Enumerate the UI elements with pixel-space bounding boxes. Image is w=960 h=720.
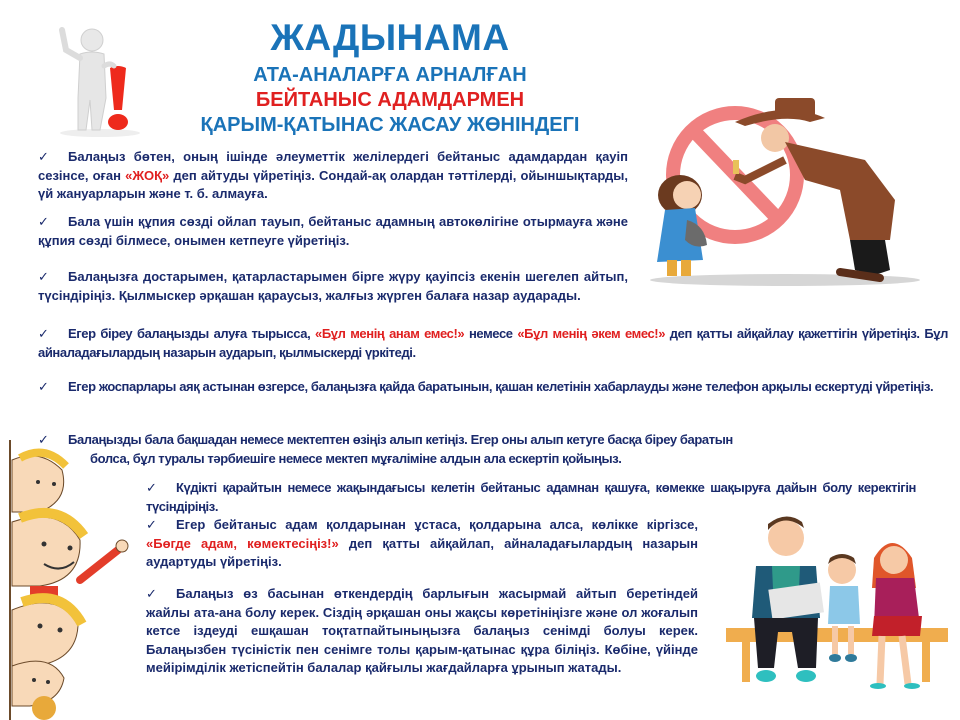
check-icon: ✓ [38,432,49,447]
tip-item-8: ✓ Егер бейтаныс адам қолдарынан ұстаса, қолдарына алса, көлікке кіргізсе, «Бөгде адам, көмектесіңіз!» деп қатты айқайлап, айналадағылардың назарын аудартуды үйретіңіз. [146,517,698,569]
tip-item-5: ✓ Егер жоспарлары аяқ астынан өзгерсе, балаңызға қайда баратынын, қашан келетінін хабарлауды және телефон арқылы ескертуді үйретіңіз. [38,378,948,397]
not-my-mother-highlight: «Бұл менің анам емес!» [315,326,465,341]
stranger-danger-illustration [635,90,935,290]
check-icon: ✓ [38,269,49,284]
tip-item-2: ✓ Бала үшін құпия сөзді ойлап тауып, бейтаныс адамның автокөлігіне отырмауға және құпия сөзді білмесе, онымен кетпеуге үйретіңіз. [38,214,628,248]
check-icon: ✓ [146,480,157,495]
page-title: ЖАДЫНАМА [270,17,510,58]
subtitle-for-parents: АТА-АНАЛАРҒА АРНАЛҒАН [253,64,527,86]
family-on-bench-illustration [712,508,952,698]
stranger-help-highlight: «Бөгде адам, көмектесіңіз!» [146,535,339,551]
subtitle-communication: ҚАРЫМ-ҚАТЫНАС ЖАСАУ ЖӨНІНДЕГІ [200,114,580,136]
person-exclamation-icon [30,18,170,138]
tip-item-3: ✓ Балаңызға достарымен, қатарластарымен бірге жүру қауіпсіз екенін шегелеп айтып, түсіндіріңіз. Қылмыскер әрқашан қараусыз, жалғыз жүрген балаға назар аударады. [38,269,628,303]
check-icon: ✓ [38,214,49,229]
check-icon: ✓ [38,326,49,341]
children-peeking-illustration [0,440,140,720]
check-icon: ✓ [146,517,157,532]
subtitle-strangers: БЕЙТАНЫС АДАМДАРМЕН [255,89,525,111]
tip-item-4: ✓ Егер біреу балаңызды алуға тырысса, «Бұл менің анам емес!» немесе «Бұл менің әкем емес!» деп қатты айқайлау қажеттігін үйретіңіз. Бұл айналадағылардың назарын аударып, қылмыскерді үркітеді. [38,326,948,360]
check-icon: ✓ [38,379,49,394]
tip-item-6: ✓ Балаңызды бала бақшадан немесе мектептен өзіңіз алып кетіңіз. Егер оны алып кетуге басқа біреу баратын болса, бұл туралы тәрбиешіге немесе мектеп мұғаліміне алдын ала ескертіп қойыңыз. [38,432,733,466]
check-icon: ✓ [38,149,49,164]
check-icon: ✓ [146,586,157,601]
tip-item-1: ✓ Балаңыз бөтен, оның ішінде әлеуметтік желілердегі бейтаныс адамдардан қауіп сезінсе, оған «ЖОҚ» деп айтуды үйретіңіз. Сондай-ақ олардан тәттілерді, ойыншықтарды, үй жануарларын және т. б. алмауға. [38,149,629,201]
no-highlight: «ЖОҚ» [125,167,170,183]
tip-item-9: ✓ Балаңыз өз басынан өткендердің барлығын жасырмай айтып беретіндей жайлы ата-ана болу керек. Сіздің әрқашан оны жақсы көретініңізге және ол жоғалып кетсе іздеуді ешқашан тоқтатпайтыныңызға балаңыз сенімді болуы керек. Балаңызбен түсіністік пен сенімге толы қарым-қатынас құра біліңіз. Көбіне, үйінде мейірімділік жетіспейтін балалар қайғылы жағдайларға ұрынып жатады. [146,586,698,675]
not-my-father-highlight: «Бұл менің әкем емес!» [517,326,666,341]
tip-item-7: ✓ Күдікті қарайтын немесе жақындағысы келетін бейтаныс адамнан қашуға, көмекке шақыруға дайын болу керектігін түсіндіріңіз. [146,480,916,514]
